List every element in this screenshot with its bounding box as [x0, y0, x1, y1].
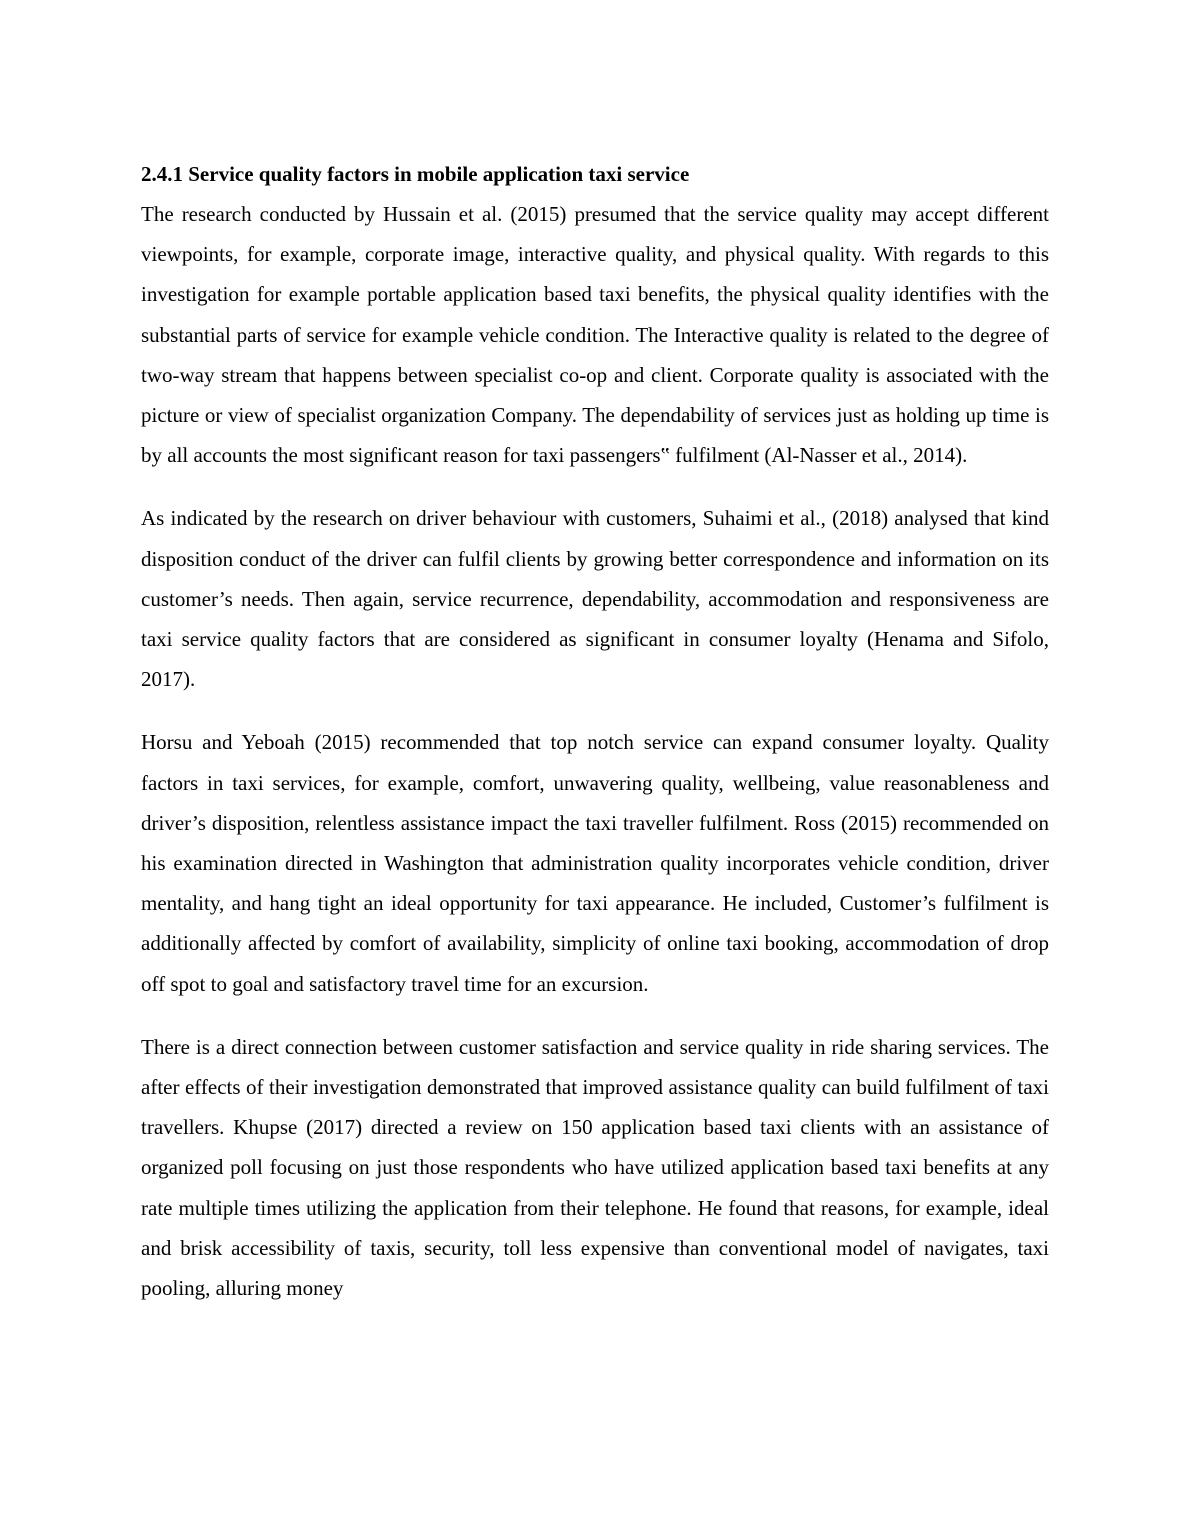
section-heading: 2.4.1 Service quality factors in mobile application taxi service	[141, 162, 690, 186]
paragraph-quality-factors: Horsu and Yeboah (2015) recommended that top notch service can expand consumer loyalty. Quality factors in taxi services, for example, comfort, unwavering quality, wellbeing, value reasonableness and driver’s disposition, relentless assistance impact the taxi traveller fulfilment. Ross (2015) recommended on his examination directed in Washington that administration quality incorporates vehicle condition, driver mentality, and hang tight an ideal opportunity for taxi appearance. He included, Customer’s fulfilment is additionally affected by comfort of availability, simplicity of online taxi booking, accommodation of drop off spot to goal and satisfactory travel time for an excursion.	[141, 730, 1049, 996]
document-page	[141, 158, 1049, 1331]
paragraph-service-quality-viewpoints: The research conducted by Hussain et al. (2015) presumed that the service quality may accept different viewpoints, for example, corporate image, interactive quality, and physical quality. With regards to this investigation for example portable application based taxi benefits, the physical quality identifies with the substantial parts of service for example vehicle condition. The Interactive quality is related to the degree of two-way stream that happens between specialist co-op and client. Corporate quality is associated with the picture or view of specialist organization Company. The dependability of services just as holding up time is by all accounts the most significant reason for taxi passengers‟ fulfilment (Al-Nasser et al., 2014).	[141, 202, 1049, 468]
paragraph-driver-behaviour: As indicated by the research on driver behaviour with customers, Suhaimi et al., (2018) analysed that kind disposition conduct of the driver can fulfil clients by growing better correspondence and information on its customer’s needs. Then again, service recurrence, dependability, accommodation and responsiveness are taxi service quality factors that are considered as significant in consumer loyalty (Henama and Sifolo, 2017).	[141, 506, 1049, 692]
paragraph-ride-sharing-satisfaction: There is a direct connection between customer satisfaction and service quality in ride sharing services. The after effects of their investigation demonstrated that improved assistance quality can build fulfilment of taxi travellers. Khupse (2017) directed a review on 150 application based taxi clients with an assistance of organized poll focusing on just those respondents who have utilized application based taxi benefits at any rate multiple times utilizing the application from their telephone. He found that reasons, for example, ideal and brisk accessibility of taxis, security, toll less expensive than conventional model of navigates, taxi pooling, alluring money	[141, 1034, 1049, 1301]
